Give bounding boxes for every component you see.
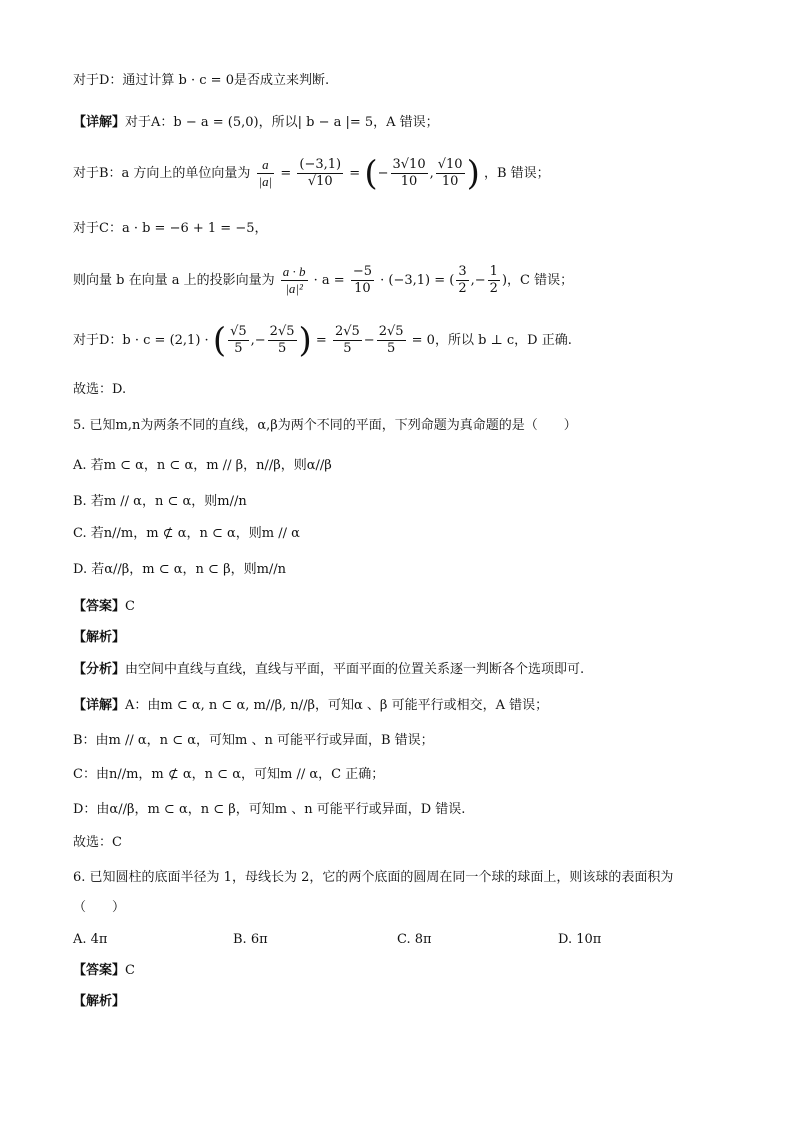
line-text: = 0，所以 b ⊥ c，D 正确. (411, 333, 572, 348)
fraction: $\frac{1}{2}$ (489, 264, 498, 296)
option-c: C. 若n//m，m ⊄ α，n ⊂ α，则m // α (73, 526, 300, 541)
option-b: B. 6π (233, 932, 268, 947)
fraction: $\frac{(-3,1)}{√10}$ (299, 157, 342, 189)
section-tag: 【详解】 (73, 115, 126, 130)
line-text: 对于D：b · c = (2,1) · (73, 333, 209, 348)
line-text: 对于B：a 方向上的单位向量为 (73, 166, 251, 181)
fraction: $\frac{-5}{10}$ (352, 264, 372, 296)
detail-b: B：由m // α，n ⊂ α，可知m 、n 可能平行或异面，B 错误； (73, 733, 434, 748)
fraction: $\frac{3√10}{10}$ (392, 157, 426, 189)
question-6-paren: （ ） (73, 900, 126, 915)
analysis-text: 【分析】由空间中直线与直线，直线与平面，平面平面的位置关系逐一判断各个选项即可. (73, 662, 585, 677)
text-line (73, 113, 764, 133)
fraction: $\frac{2√5}{5}$ (334, 324, 360, 356)
line-text: 故选：D. (73, 382, 127, 397)
line-text: 对于D：通过计算 b · c = 0是否成立来判断. (73, 73, 330, 88)
fraction: $\frac{√5}{5}$ (230, 324, 247, 356)
option-c: C. 8π (397, 932, 432, 947)
option-a: A. 4π (73, 932, 108, 947)
detail-a: 【详解】A：由m ⊂ α, n ⊂ α, m//β, n//β，可知α 、β 可能平行或相交，A 错误； (73, 698, 549, 713)
text-line: 则向量 b 在向量 a 上的投影向量为 $\frac{a \cdot b}{\text{|a|²}}$ · a = $\frac{-5}{10}$ · (−3,1) = ( $\frac{3}{2}$ ,− $\frac{1}{2}$ )，C 错误； (73, 264, 574, 296)
fraction: $\frac{a \cdot b}{\text{|a|²}}$ (282, 264, 306, 296)
line-text: 则向量 b 在向量 a 上的投影向量为 (73, 273, 275, 288)
analysis-heading: 【解析】 (73, 994, 126, 1009)
question-5 (73, 416, 764, 436)
fraction: $\frac{a}{|a|}$ (258, 157, 273, 189)
line-text: ，B 错误； (483, 166, 550, 181)
analysis-heading: 【解析】 (73, 630, 126, 645)
option-b: B. 若m // α，n ⊂ α，则m//n (73, 494, 247, 509)
fraction: $\frac{√10}{10}$ (437, 157, 463, 189)
option-a: A. 若m ⊂ α，n ⊂ α，m // β，n//β，则α//β (73, 458, 332, 473)
detail-c: C：由n//m，m ⊄ α，n ⊂ α，可知m // α，C 正确； (73, 767, 385, 782)
text-line: 对于B：a 方向上的单位向量为 $\frac{a}{|a|}$ = $\frac{(-3,1)}{√10}$ = (− $\frac{3√10}{10}$ , $\frac{√10}{10}$ ) ，B 错误； (73, 153, 550, 194)
option-d: D. 若α//β，m ⊂ α，n ⊂ β，则m//n (73, 562, 287, 577)
fraction: $\frac{2√5}{5}$ (378, 324, 404, 356)
detail-d: D：由α//β，m ⊂ α，n ⊂ β，可知m 、n 可能平行或异面，D 错误. (73, 802, 466, 817)
conclusion: 故选：C (73, 835, 122, 850)
answer-5: 【答案】C (73, 599, 135, 614)
line-text: 对于A：b − a = (5,0)，所以| b − a |= 5，A 错误； (125, 115, 439, 130)
text-line (73, 380, 764, 400)
text-line (73, 71, 764, 91)
text-line: 对于D：b · c = (2,1) · ( $\frac{√5}{5}$ ,− $\frac{2√5}{5}$ ) = $\frac{2√5}{5}$ − $\frac{2√5}{5}$ = 0，所以 b ⊥ c，D 正确. (73, 320, 572, 361)
answer-6: 【答案】C (73, 963, 135, 978)
question-text: 5. 已知m,n为两条不同的直线，α,β为两个不同的平面，下列命题为真命题的是（ ） (73, 418, 577, 433)
text-line (73, 219, 764, 239)
option-d: D. 10π (558, 932, 602, 947)
fraction: $\frac{2√5}{5}$ (269, 324, 295, 356)
line-text: 对于C：a · b = −6 + 1 = −5， (73, 221, 268, 236)
question-6 (73, 868, 764, 888)
fraction: $\frac{3}{2}$ (458, 264, 467, 296)
question-text: 6. 已知圆柱的底面半径为 1，母线长为 2，它的两个底面的圆周在同一个球的球面上，则该球的表面积为 (73, 870, 674, 885)
